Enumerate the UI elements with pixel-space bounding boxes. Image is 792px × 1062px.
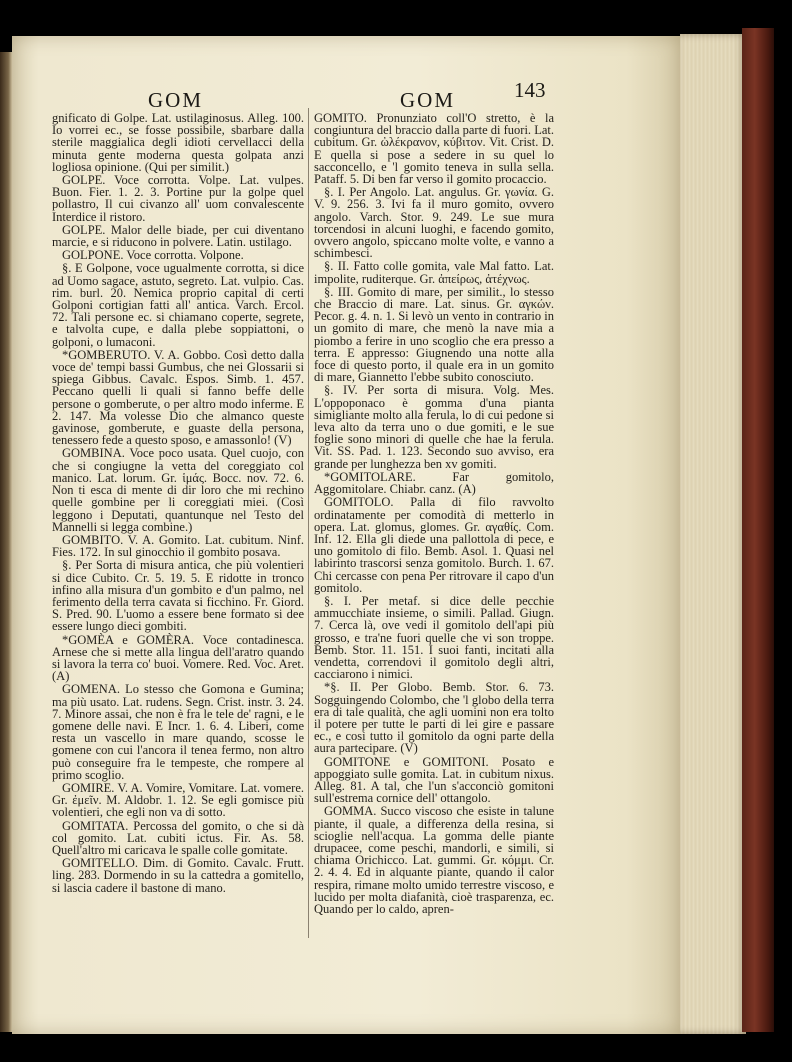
- dictionary-entry: GOMBITO. V. A. Gomito. Lat. cubitum. Ninf. Fies. 172. In sul ginocchio il gombito posava.: [52, 532, 304, 560]
- dictionary-entry: GOMITONE e GOMITONI. Posato e appoggiato sulle gomita. Lat. in cubitum nixus. Alleg. 81. A tal, che l'un s'acconciò gomitoni sull'estrema cornice dell' ottangolo.: [314, 754, 554, 806]
- dictionary-entry: §. I. Per Angolo. Lat. angulus. Gr. γωνία. G. V. 9. 256. 3. Ivi fa il muro gomito, ovvero angolo. Varch. Stor. 9. 249. Le sue mura torcendosi in alcuni luoghi, e facendo gomito, ovvero angolo, spiccano molte volte, e vanno a schimbesci.: [314, 185, 554, 261]
- page-number: 143: [514, 78, 546, 102]
- column-divider: [308, 108, 309, 938]
- dictionary-entry: §. I. Per metaf. si dice delle pecchie ammucchiate insieme, o simili. Pallad. Giugn. 7. Cerca là, ove vedi il gomitolo dell'api più grosso, e tra'ne fuori quelle che vi son troppe. Bemb. Stor. 11. 151. I suoi fanti, incitati alla vendetta, correndovi il gomitolo degli altri, cacciarono i nimici.: [314, 593, 554, 682]
- dictionary-entry: GOMITO. Pronunziato coll'O stretto, è la congiuntura del braccio dalla parte di fuori. Lat. cubitum. Gr. ὠλέκρανον, κύβιτον. Vit. Crist. D. E quella si pose a sedere in su quel lo sacconcello, e 'l gomito teneva in sulla sella. Pataff. 5. Di ben far verso il gomito procaccio.: [314, 112, 554, 187]
- dictionary-entry: §. III. Gomito di mare, per similit., lo stesso che Braccio di mare. Lat. sinus. Gr. αγκών. Pecor. g. 4. n. 1. Si levò un vento in contrario in un gomito di mare, che menò la nave mia a piombo a ferire in uno scoglio che era presso a terra. E appresso: Giugnendo una notte alla foce di questo porto, il quale era in un gomito di mare, Giannetto l'ebbe subito conosciuto.: [314, 284, 554, 385]
- dictionary-entry: GOMMA. Succo viscoso che esiste in talune piante, il quale, a differenza della resina, si scioglie nell'acqua. La gomma delle piante drupacee, come peschi, mandorli, e simili, si chiama Orichicco. Lat. gummi. Gr. κόμμι. Cr. 2. 4. 4. Ed in alquante piante, quando il calor respira, rimane molto umido terrestre viscoso, e lucido per molta diafanità, cioè trasparenza, ec. Quando per lo caldo, apren-: [314, 804, 554, 916]
- dictionary-entry: *GOMBERUTO. V. A. Gobbo. Così detto dalla voce de' tempi bassi Gumbus, che nei Glossarii si spiega Gibbus. Cavalc. Espos. Simb. 1. 457. Peccano quelli li quali si fanno beffe delle persone o gomberute, o per altro modo inferme. E 2. 147. Ma volesse Dio che almanco queste gavinose, gomberute, e guaste della persona, tenessero fede a questo sposo, e amassonlo! (V): [52, 347, 304, 448]
- dictionary-entry: *GOMÈA e GOMÈRA. Voce contadinesca. Arnese che si mette alla lingua dell'aratro quando si lavora la terra co' buoi. Vomere. Red. Voc. Aret. (A): [52, 632, 304, 684]
- dictionary-entry: GOMITELLO. Dim. di Gomito. Cavalc. Frutt. ling. 283. Dormendo in su la cattedra a gomitello, si lascia cadere il bastone di mano.: [52, 856, 304, 895]
- dictionary-entry: GOLPONE. Voce corrotta. Volpone.: [62, 248, 244, 263]
- left-column: [52, 112, 304, 952]
- dictionary-entry: gnificato di Golpe. Lat. ustilaginosus. Alleg. 100. Io vorrei ec., se fosse possibile, sbarbare dalla sterile maggialica degli idioti cervellacci della minuta gente moderna questa golpata anzi logliosa opinione. (Qui per similit.): [52, 112, 304, 174]
- left-binding: [0, 52, 12, 1032]
- dictionary-entry: §. II. Fatto colle gomita, vale Mal fatto. Lat. impolite, ruditerque. Gr. ἀπείρως, ἀτέχνως.: [314, 259, 554, 286]
- dictionary-entry: GOLPE. Malor delle biade, per cui diventano marcie, e si riducono in polvere. Latin. ustilago.: [52, 222, 304, 250]
- dictionary-entry: §. Per Sorta di misura antica, che più volentieri si dice Cubito. Cr. 5. 19. 5. E ridotte in tronco infino alla misura d'un gombito e d'un palmo, nel ferimento della terra cavata si ficchino. Fr. Giord. S. Pred. 90. L'uomo a essere bene formato si dee essere lungo dieci gombiti.: [52, 558, 304, 634]
- right-column: [314, 112, 554, 924]
- dictionary-entry: §. E Golpone, voce ugualmente corrotta, si dice ad Uomo sagace, astuto, segreto. Lat. vulpio. Cas. rim. burl. 20. Nemica proprio capital di certi Golponi cortigian fatti all' antica. Varch. Ercol. 72. Tali persone ec. si chiamano coperte, segrete, e talvolta cupe, e dalla plebe soppiattoni, o golponi, o lumaconi.: [52, 261, 304, 349]
- dictionary-entry: GOMENA. Lo stesso che Gomona e Gumina; ma più usato. Lat. rudens. Segn. Crist. instr. 3. 24. 7. Minore assai, che non è fra le tele de' ragni, e le gomene delle navi. E Incr. 1. 6. 4. Liberi, come resta un vascello in mare quando, scosse le gomene con cui l'ancora il tenea fermo, non altro può conseguire fra le tempeste, che rompere al primo scoglio.: [52, 682, 304, 782]
- running-head-left: GOM: [148, 88, 204, 112]
- dictionary-entry: GOMITOLO. Palla di filo ravvolto ordinatamente per comodità di metterlo in opera. Lat. glomus, glomes. Gr. αγαθίς. Com. Inf. 12. Ella gli diede una pallottola di pece, e uno gomitolo di filo. Bemb. Asol. 1. Quasi nel labirinto trascorsi senza gomitolo. Burch. 1. 67. Chi cercasse con pena Per ritrovare il capo d'un gomitolo.: [314, 495, 554, 595]
- dictionary-entry: *§. II. Per Globo. Bemb. Stor. 6. 73. Sogguingendo Colombo, che 'l globo della terra era di tale qualità, che agli uomini non era tolto il potere per tutte le parti di lei gire e passare ec., e così tutto il gomitolo da ogni parte della aura partecipare. (V): [314, 680, 554, 756]
- book-cover: [742, 28, 774, 1032]
- dictionary-entry: GOLPE. Voce corrotta. Volpe. Lat. vulpes. Buon. Fier. 1. 2. 3. Portine pur la golpe quel pollastro, Il cui civanzo all' uom convalescente Interdice il ristoro.: [52, 173, 304, 224]
- dictionary-entry: GOMIRE. V. A. Vomire, Vomitare. Lat. vomere. Gr. ἐμεῖν. M. Aldobr. 1. 12. Se egli gomisce più volentieri, che egli non va di sotto.: [52, 780, 304, 820]
- running-head-right: GOM: [400, 88, 456, 112]
- dictionary-entry: §. IV. Per sorta di misura. Volg. Mes. L'oppoponaco è gomma d'una pianta simigliante molto alla ferula, lo di cui pedone si leva alto da terra uno o due gomiti, e le sue foglie sono minori di quelle che hae la ferula. Vit. SS. Pad. 1. 123. Secondo suo avviso, era grande per lunghezza ben xv gomiti.: [314, 383, 554, 471]
- dictionary-entry: *GOMITOLARE. Far gomitolo, Aggomitolare. Chiabr. canz. (A): [314, 469, 554, 497]
- page-edges: [680, 34, 746, 1034]
- dictionary-entry: GOMITATA. Percossa del gomito, o che si dà col gomito. Lat. cubiti ictus. Fir. As. 58. Quell'altro mi caricava le spalle colle gomitate.: [52, 818, 304, 857]
- dictionary-entry: GOMBINA. Voce poco usata. Quel cuojo, con che si congiugne la vetta del coreggiato col manico. Lat. lorum. Gr. ἱμάς. Bocc. nov. 72. 6. Non ti esca di mente di dir loro che mi rechino quelle gombine per li coreggiati miei. (Così leggono i Deputati, quantunque nel Testo del Mannelli si legga combine.): [52, 446, 304, 534]
